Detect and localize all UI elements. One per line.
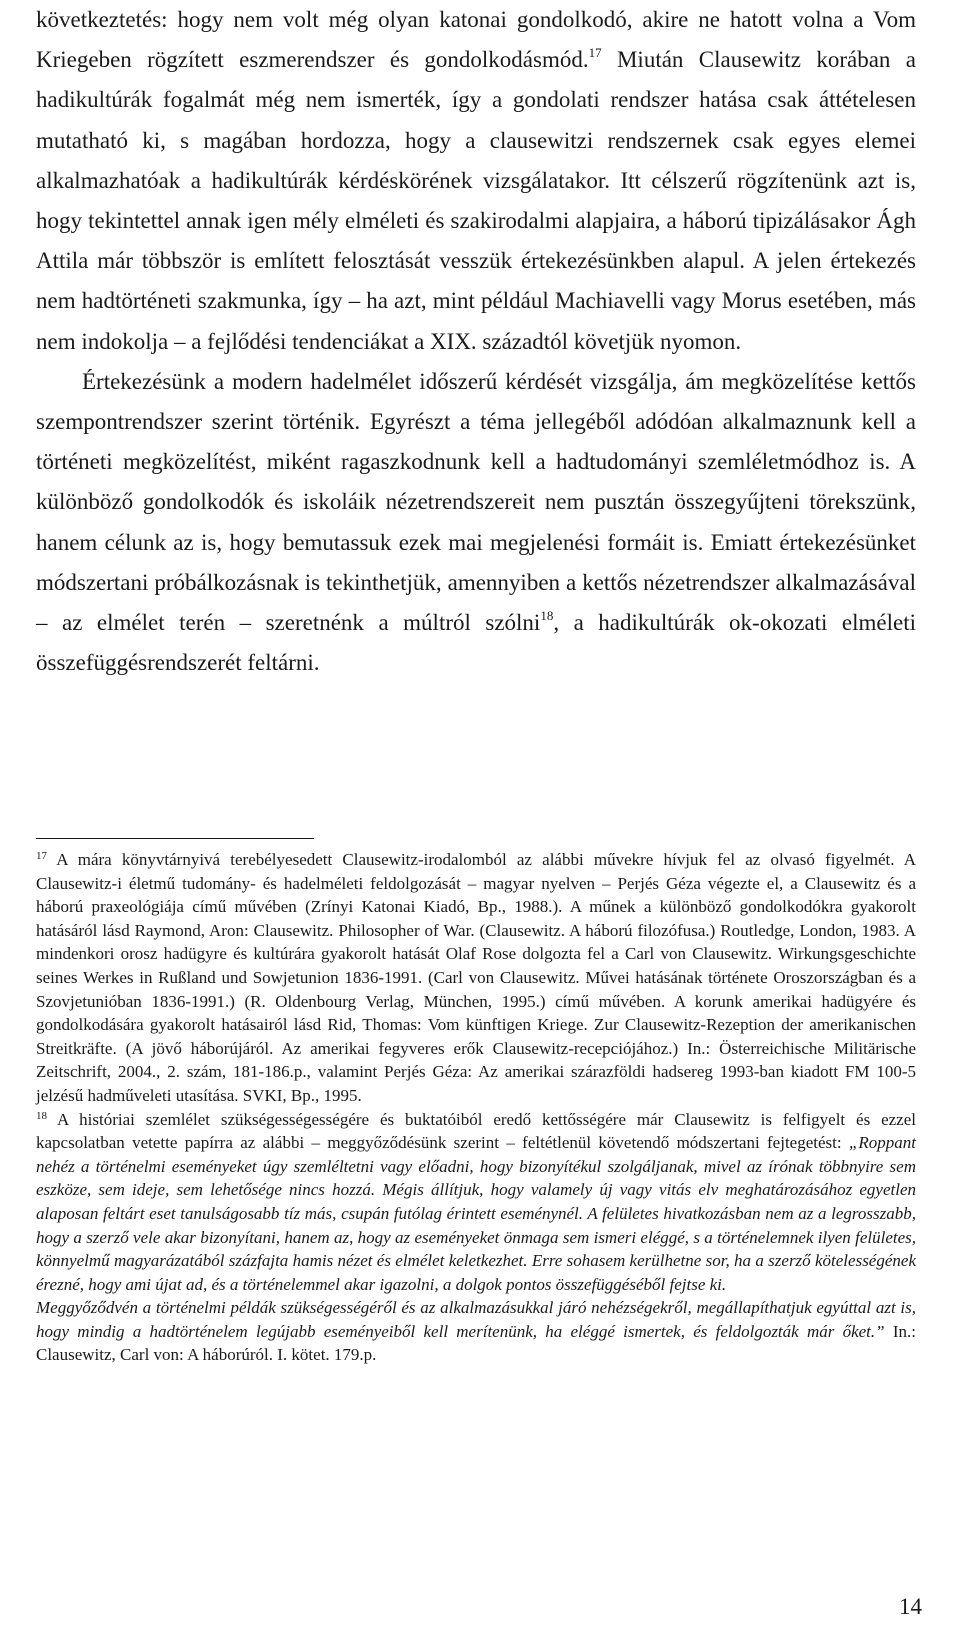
paragraph-1-part-b: Miután Clausewitz korában a hadikultúrák fogalmát még nem ismerték, így a gondolati rendszer hatása csak áttételesen mutatható ki, s magában hordozza, hogy a clausewitzi rendszernek csak egyes elemei alkalmazhatóak a hadikultúrák kérdéskörének vizsgálatakor. Itt célszerű rögzítenünk azt is, hogy tekintettel annak igen mély elméleti és szakirodalmi alapjaira, a háború tipizálásakor Ágh Attila már többször is említett felosztását vesszük értekezésünkben alapul. A jelen értekezés nem hadtörténeti szakmunka, így – ha azt, mint például Machiavelli vagy Morus esetében, más nem indokolja – a fejlődési tendenciákat a XIX. századtól követjük nyomon. [36,47,916,354]
paragraph-2 [36,362,916,684]
footnote-ref-18[interactable]: 18 [540,608,554,624]
footnote-18 [36,1108,916,1297]
paragraph-2-part-b: , a hadikultúrák ok-okozati elméleti összefüggésrendszerét feltárni. [36,610,916,676]
footnote-18-quote-1: „Roppant nehéz a történelmi eseményeket úgy szemléltetni vagy előadni, hogy bizonyítékul szolgáljanak, mivel az írónak többnyire sem eszköze, sem ideje, sem lehetősége nincs hozzá. Mégis állítjuk, hogy valamely új vagy vitás elv meghatározásához egyetlen alaposan feltárt eset tanulságosabb tíz más, csupán futólag érintett eseménynél. A felületes hivatkozásban nem az a legrosszabb, hogy a szerző vele akar bizonyítani, hanem az, hogy az eseményeket önmaga sem ismeri eléggé, s a történelemnek ilyen felületes, könnyelmű magyarázatából százfajta hamis nézet és elmélet keletkezhet. Erre sohasem kerülhetne sor, ha a szerző kötelességének érezné, hogy ami újat ad, és a történelemmel akar igazolni, a dolgok pontos összefüggéséből fejtse ki. [36,1133,916,1294]
paragraph-2-part-a: Értekezésünk a modern hadelmélet időszerű kérdését vizsgálja, ám megközelítése kettős szempontrendszer szerint történik. Egyrészt a téma jellegéből adódóan alkalmaznunk kell a történeti megközelítést, miként ragaszkodnunk kell a hadtudományi szemléletmódhoz is. A különböző gondolkodók és iskoláik nézetrendszereit nem pusztán összegyűjteni törekszünk, hanem célunk az is, hogy bemutassuk ezek mai megjelenési formáit is. Emiatt értekezésünket módszertani próbálkozásnak is tekinthetjük, amennyiben a kettős nézetrendszer alkalmazásával – az elmélet terén – szeretnénk a múltról szólni [36,368,916,636]
paragraph-1-part-a: következtetés: hogy nem volt még olyan katonai gondolkodó, akire ne hatott volna a Vom Kriegeben rögzített eszmerendszer és gondolkodásmód. [36,7,916,73]
footnotes [36,848,916,1367]
paragraph-1 [36,0,916,362]
footnote-18-number: 18 [36,1109,47,1122]
footnote-18-quote-2: Meggyőződvén a történelmi példák szükségességéről és az alkalmazásukkal járó nehézségekről, megállapíthatjuk egyúttal azt is, hogy mindig a hadtörténelem legújabb eseményeiből kell merítenünk, ha eléggé ismertek, és feldolgozták már őket.” [36,1298,916,1341]
main-text [36,0,916,683]
footnote-17-text: A mára könyvtárnyivá terebélyesedett Clausewitz-irodalomból az alábbi művekre hívjuk fel az olvasó figyelmét. A Clausewitz-i életmű tudomány- és hadelméleti feldolgozását – magyar nyelven – Perjés Géza végezte el, a Clausewitz és a háború praxeológiája című művében (Zrínyi Katonai Kiadó, Bp., 1988.). A műnek a különböző gondolkodókra gyakorolt hatásáról lásd Raymond, Aron: Clausewitz. Philosopher of War. (Clausewitz. A háború filozófusa.) Routledge, London, 1983. A mindenkori orosz hadügyre és kultúrára gyakorolt hatását Olaf Rose dolgozta fel a Carl von Clausewitz. Wirkungsgeschichte seines Werkes in Rußland und Sowjetunion 1836-1991. (Carl von Clausewitz. Művei hatásának története Oroszországban és a Szovjetunióban 1836-1991.) (R. Oldenbourg Verlag, München, 1995.) című művében. A korunk amerikai hadügyére és gondolkodására gyakorolt hatásairól lásd Rid, Thomas: Vom künftigen Kriege. Zur Clausewitz-Rezeption der amerikanischen Streitkräfte. (A jövő háborújáról. Az amerikai fegyveres erők Clausewitz-recepciójához.) In.: Österreichische Militärische Zeitschrift, 2004., 2. szám, 181-186.p., valamint Perjés Géza: Az amerikai szárazföldi hadsereg 1993-ban kiadott FM 100-5 jelzésű hadműveleti utasítása. SVKI, Bp., 1995. [36,850,916,1105]
page-number: 14 [899,1594,922,1619]
footnote-18-text: A históriai szemlélet szükségességességére és buktatóiból eredő kettősségére már Clausewitz is felfigyelt és ezzel kapcsolatban vetette papírra az alábbi – meggyőződésünk szerint – feltétlenül követendő módszertani fejtegetést: [36,1109,916,1153]
footnote-17 [36,848,916,1108]
footnote-ref-17[interactable]: 17 [588,45,602,61]
footnote-18-citation: In.: Clausewitz, Carl von: A háborúról. I. kötet. 179.p. [36,1321,916,1365]
footnote-18-continued [36,1296,916,1367]
footnote-separator [36,838,314,839]
footnote-17-number: 17 [36,850,47,862]
